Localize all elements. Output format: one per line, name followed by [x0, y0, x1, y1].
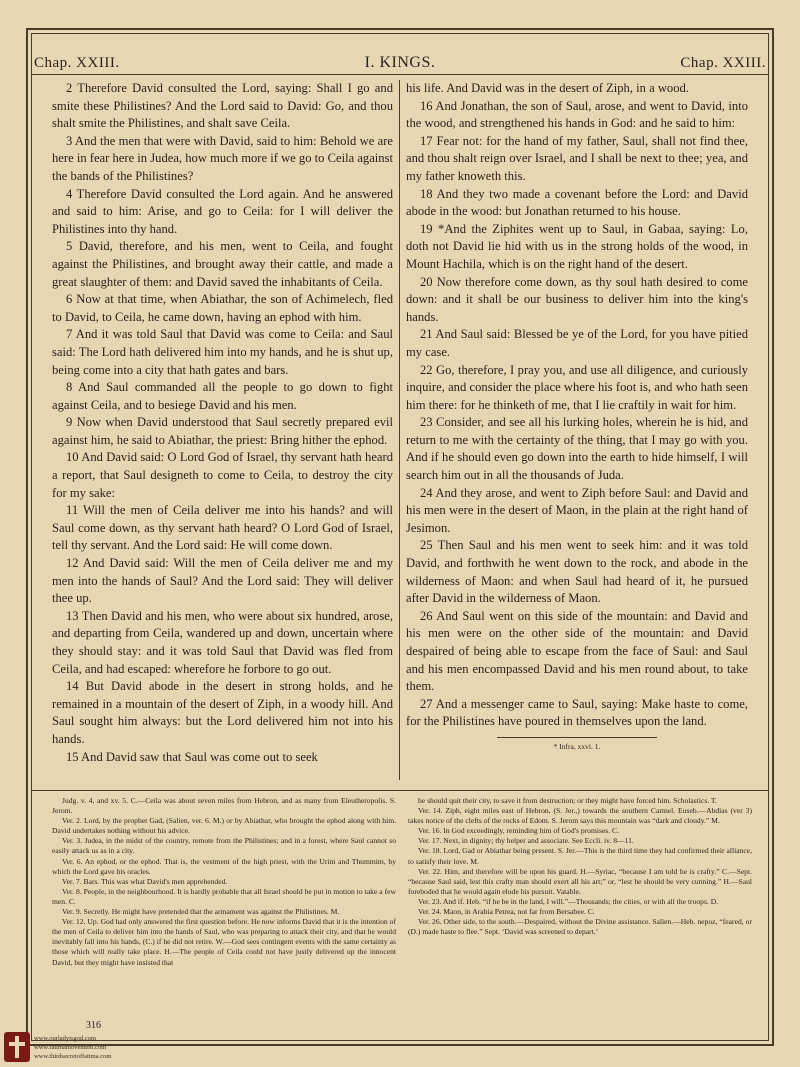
note: Judg. v. 4, and xv. 5. C.—Ceila was about seven miles from Hebron, and as many from Eleutheropolis. S. Jerom.: [52, 796, 396, 816]
notes-right-column: [402, 796, 752, 1016]
note: he should quit their city, to save it from destruction; or they might have forced him. Scholastics. T.: [418, 796, 717, 805]
cross-reference-rule: [497, 737, 657, 738]
cross-reference: * Infra, xxvi. 1.: [553, 741, 601, 751]
website-credits: [34, 1034, 111, 1061]
header-rule: [32, 74, 768, 75]
note: Ver. 7. Bars. This was what David's men apprehended.: [62, 876, 228, 886]
note: Ver. 16. In God exceedingly, reminding him of God's promises. C.: [418, 826, 620, 836]
verse: 3 And the men that were with David, said to him: Behold we are here in fear here in Judea, how much more if we go to Ceila against the bands of the Philistines?: [52, 133, 393, 183]
verse: 9 Now when David understood that Saul secretly prepared evil against him, he said to Abiathar, the priest: Bring hither the ephod.: [52, 415, 393, 447]
note: Ver. 2. Lord, by the prophet Gad, (Salien, ver. 6. M.) or by Abiathar, who brought the ephod along with him. David undertakes nothing without his advice.: [52, 816, 396, 836]
text-columns: [52, 80, 752, 780]
verse: 13 Then David and his men, who were about six hundred, arose, and departing from Ceila, wandered up and down, uncertain where they should stay: and it was told Saul that David was fled from Ceila, and had escaped: wherefore he forbore to go out.: [52, 608, 393, 676]
verse: 21 And Saul said: Blessed be ye of the Lord, for you have pitied my case.: [406, 327, 748, 359]
commentary-notes: [52, 796, 752, 1016]
right-column: [400, 80, 748, 780]
verse: 8 And Saul commanded all the people to go down to fight against Ceila, and to besiege David and his men.: [52, 380, 393, 412]
note: Ver. 6. An ephod, or the ephod. That is, the vestment of the high priest, with the Urim and Thummim, by which the Lord gave his oracles.: [52, 856, 396, 876]
note: Ver. 26. Other side, to the south.—Despaired, without the Divine assistance. Salien.—Heb. nepoz, “feared, or (D.) made haste to flee.” Sept. ‘David was screened to depart.’: [408, 917, 752, 937]
verse: 16 And Jonathan, the son of Saul, arose, and went to David, into the wood, and strengthened his hands in God: and he said to him:: [406, 98, 748, 131]
notes-rule: [32, 790, 768, 791]
note: Ver. 22. Him, and therefore will be upon his guard. H.—Syriac, “because I am told he is crafty.” C.—Sept. “because Saul said, lest this crafty man should exert all his art;” or, “lest he should be very cunning.” H.—Saul foreboded that he would again elude his pursuit. Vatable.: [408, 866, 752, 896]
note: Ver. 24. Maon, in Arabia Petrea, not far from Bersabee. C.: [418, 907, 595, 917]
page-number: 316: [86, 1020, 101, 1031]
verse-continuation: his life. And David was in the desert of Ziph, in a wood.: [406, 81, 689, 95]
verse: 5 David, therefore, and his men, went to Ceila, and fought against the Philistines, and brought away their cattle, and made a great slaughter of them: and David saved the inhabitants of Ceila.: [52, 239, 393, 289]
running-header: [34, 54, 766, 72]
verse: 22 Go, therefore, I pray you, and use all diligence, and curiously inquire, and consider the place where his foot is, and who hath seen him there: for he thinketh of me, that I lie craftily in wait for him.: [406, 362, 748, 412]
note: Ver. 9. Secretly. He might have pretended that the armament was against the Philistines. M.: [62, 907, 340, 917]
cross-seal-icon: [4, 1032, 30, 1062]
note: Ver. 23. And if. Heb. “if he be in the land, I will.”—Thousands; the cities, or with all the troops. D.: [418, 896, 719, 906]
verse: 18 And they two made a covenant before the Lord: and David abode in the wood: but Jonathan returned to his house.: [406, 186, 748, 219]
left-column: [52, 80, 400, 780]
verse: 7 And it was told Saul that David was come to Ceila: and Saul said: The Lord hath delivered him into my hands, and he is shut up, being come into a city that hath gates and bars.: [52, 327, 393, 377]
verse: 26 And Saul went on this side of the mountain: and David and his men were on the other side of the mountain: and David despaired of being able to escape from the face of Saul: and Saul and his men encompassed David and his men round about, to take them.: [406, 608, 748, 694]
note: Ver. 14. Ziph, eight miles east of Hebron, (S. Jer.,) towards the southern Carmel. Euseb.—Abdias (ver 3) takes notice of the clefts of the rocks of Edom. S. Jerom says this mountain was “dark and cloudy.” M.: [408, 806, 752, 826]
header-chapter-right: Chap. XXIII.: [680, 55, 766, 71]
verse: 2 Therefore David consulted the Lord, saying: Shall I go and smite these Philistines? And the Lord said to David: Go, and thou shalt smite the Philistines, and shalt save Ceila.: [52, 81, 393, 131]
verse: 17 Fear not: for the hand of my father, Saul, shall not find thee, and thou shalt reign over Israel, and I shall be next to thee; yea, and my father knoweth this.: [406, 133, 748, 183]
verse: 20 Now therefore come down, as thy soul hath desired to come down: and it shall be our business to deliver him into the king's hands.: [406, 274, 748, 324]
note: Ver. 17. Next, in dignity; thy helper and associate. See Eccli. iv. 8—11.: [418, 836, 634, 846]
verse: 11 Will the men of Ceila deliver me into his hands? and will Saul come down, as thy servant hath heard? O Lord God of Israel, tell thy servant. And the Lord said: He will come down.: [52, 503, 393, 553]
header-book-title: I. KINGS.: [364, 54, 436, 71]
verse: 10 And David said: O Lord God of Israel, thy servant hath heard a report, that Saul designeth to come to Ceila, to destroy the city for my sake:: [52, 450, 393, 500]
verse: 19 *And the Ziphites went up to Saul, in Gabaa, saying: Lo, doth not David lie hid with us in the strong holds of the wood, in Mount Hachila, which is on the right hand of the desert.: [406, 221, 748, 271]
note: Ver. 18. Lord, Gad or Abiathar being present. S. Jer.—This is the third time they had confirmed their alliance, to satisfy their love. M.: [408, 846, 752, 866]
verse: 23 Consider, and see all his lurking holes, wherein he is hid, and return to me with the certainty of the thing, that I may go with you. And if he should even go down into the earth to hide himself, I will search him out in all the thousands of Juda.: [406, 415, 748, 483]
verse: 15 And David saw that Saul was come out to seek: [66, 749, 318, 764]
verse: 27 And a messenger came to Saul, saying: Make haste to come, for the Philistines have poured in themselves upon the land.: [406, 696, 748, 729]
website-link[interactable]: www.ourladyisgod.com: [34, 1035, 97, 1042]
header-chapter-left: Chap. XXIII.: [34, 55, 120, 71]
website-link[interactable]: www.thirdsecretoffatima.com: [34, 1053, 112, 1060]
note: Ver. 8. People, in the neighbourhood. It is hardly probable that all Israel should be put in motion to take a few men. C.: [52, 886, 396, 906]
verse: 14 But David abode in the desert in strong holds, and he remained in a mountain of the desert of Ziph, in a woody hill. And Saul sought him always: but the Lord delivered him not into his hands.: [52, 679, 393, 746]
verse: 24 And they arose, and went to Ziph before Saul: and David and his men were in the desert of Maon, in the plain at the right hand of Jesimon.: [406, 485, 748, 535]
verse: 12 And David said: Will the men of Ceila deliver me and my men into the hands of Saul? And the Lord said: They will deliver thee up.: [52, 556, 393, 606]
notes-left-column: [52, 796, 402, 1016]
website-link[interactable]: www.fatimamovement.com: [34, 1044, 107, 1051]
verse: 4 Therefore David consulted the Lord again. And he answered and said to him: Arise, and go to Ceila: for I will deliver the Philistines into thy hand.: [52, 186, 393, 236]
verse: 25 Then Saul and his men went to seek him: and it was told David, and forthwith he went down to the rock, and abode in the wilderness of Maon: and when Saul had heard of it, he pursued after David in the wilderness of Maon.: [406, 538, 748, 606]
note: Ver. 12. Up. God had only answered the first question before. He now informs David that it is the intention of the men of Ceila to deliver him into the hands of Saul, who was preparing to attack their city, and that he would inevitably fall into his hands, (C.) if he did not retire. W.—God sees contingent events with the same certainty as those which will really take place. H.—The people of Ceila could not have justly delivered up the innocent David, but they might have insisted that: [52, 917, 396, 967]
verse: 6 Now at that time, when Abiathar, the son of Achimelech, fled to David, to Ceila, he came down, having an ephod with him.: [52, 292, 393, 324]
note: Ver. 3. Judea, in the midst of the country, remote from the Philistines; and in a forest, where Saul cannot so easily attack us as in a city.: [52, 836, 396, 856]
